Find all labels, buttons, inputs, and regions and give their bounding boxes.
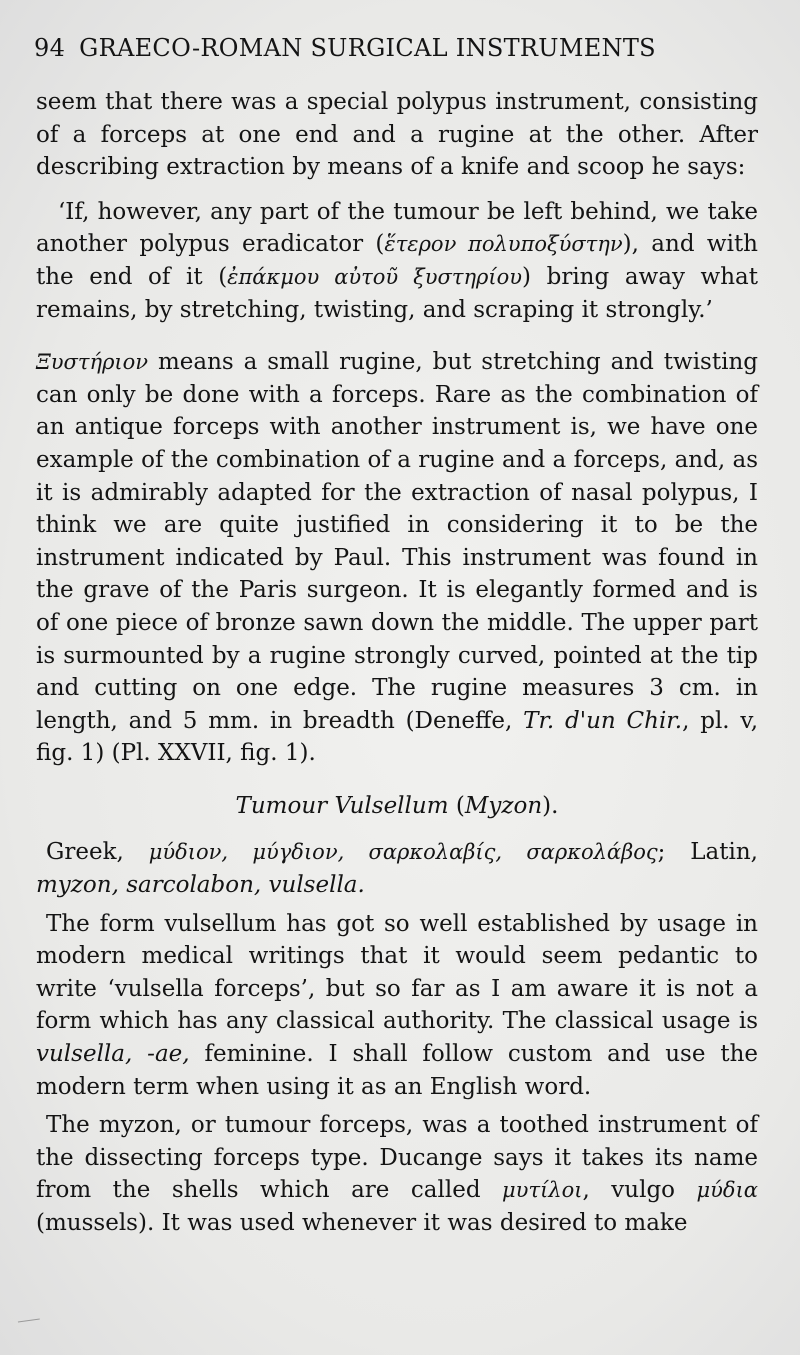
paragraph-4 (36, 908, 758, 1104)
para3-text-a: Greek, (46, 839, 149, 866)
para5-text-c: (mussels). It was used whenever it was desired to make (36, 1210, 688, 1236)
block-quote (36, 196, 758, 326)
para2-text-b: , pl. v, fig. 1) (Pl. XXVII, fig. 1). (36, 707, 759, 767)
para3-latin: myzon, sarcolabon, vulsella. (36, 872, 365, 899)
page-number: 94 (34, 34, 66, 62)
section-heading (36, 790, 758, 823)
quote-text-c: ) bring away what remains, by stretching, twisting, and scraping it strongly.’ (36, 263, 758, 323)
heading-part-c: Myzon (464, 792, 543, 819)
para3-greek: μύδιον, μύγδιον, σαρκολαβίς, σαρκολάβος (148, 840, 658, 865)
running-header (34, 34, 774, 62)
para5-text-b: , vulgo (582, 1177, 697, 1204)
quote-text-a: ‘If, however, any part of the tumour be left behind, we take another polypus eradicator ( (36, 198, 758, 258)
heading-part-a: Tumour Vulsellum (235, 792, 449, 819)
para2-greek: Ξυστήριον (36, 350, 149, 375)
para3-text-b: ; Latin, (657, 839, 758, 866)
para2-citation: Tr. d'un Chir. (523, 707, 683, 734)
page-body (36, 86, 758, 1240)
para4-italic: vulsella, -ae, (36, 1041, 190, 1068)
paragraph-2 (36, 346, 758, 770)
para4-text-b: feminine. I shall follow custom and use the modern term when using it as an English word. (36, 1041, 758, 1100)
quote-greek-2: ἐπάκμου αὐτοῦ ξυστηρίου (227, 264, 523, 289)
para5-greek-2: μύδια (696, 1178, 758, 1203)
para5-greek-1: μυτίλοι (502, 1178, 583, 1203)
heading-part-d: ). (542, 792, 559, 819)
heading-part-b: ( (448, 792, 465, 819)
para2-text-a: means a small rugine, but stretching and twisting can only be done with a forceps. Rare as the combination of an antique forceps with another instrument is, we have one example of the combination of a rugine and a forceps, and, as it is admirably adapted for the extraction of nasal polypus, I think we are quite justified in considering it to be the instrument indicated by Paul. This instrument was found in the grave of the Paris surgeon. It is elegantly formed and is of one piece of bronze sawn down the middle. The upper part is surmounted by a rugine strongly curved, pointed at the tip and cutting on one edge. The rugine measures 3 cm. in length, and 5 mm. in breadth (Deneffe, (36, 349, 758, 734)
quote-greek-1: ἕτερον πολυποξύστην (384, 232, 623, 257)
quote-text-b: ), and with the end of it ( (36, 231, 758, 290)
stray-pencil-mark (18, 1318, 40, 1324)
paragraph-5 (36, 1109, 758, 1239)
paragraph-3 (36, 836, 758, 901)
paragraph-1: seem that there was a special polypus instrument, consisting of a forceps at one end and a rugine at the other. After describing extraction by means of a knife and scoop he says: (36, 89, 758, 181)
para4-text-a: The form vulsellum has got so well established by usage in modern medical writings that it would seem pedantic to write ‘vulsella forceps’, but so far as I am aware it is not a form which has any classical authority. The classical usage is (36, 910, 758, 1035)
para5-text-a: The myzon, or tumour forceps, was a toothed instrument of the dissecting forceps type. Ducange says it takes its name from the shells which are called (36, 1112, 758, 1204)
running-title: GRAECO-ROMAN SURGICAL INSTRUMENTS (79, 34, 656, 62)
